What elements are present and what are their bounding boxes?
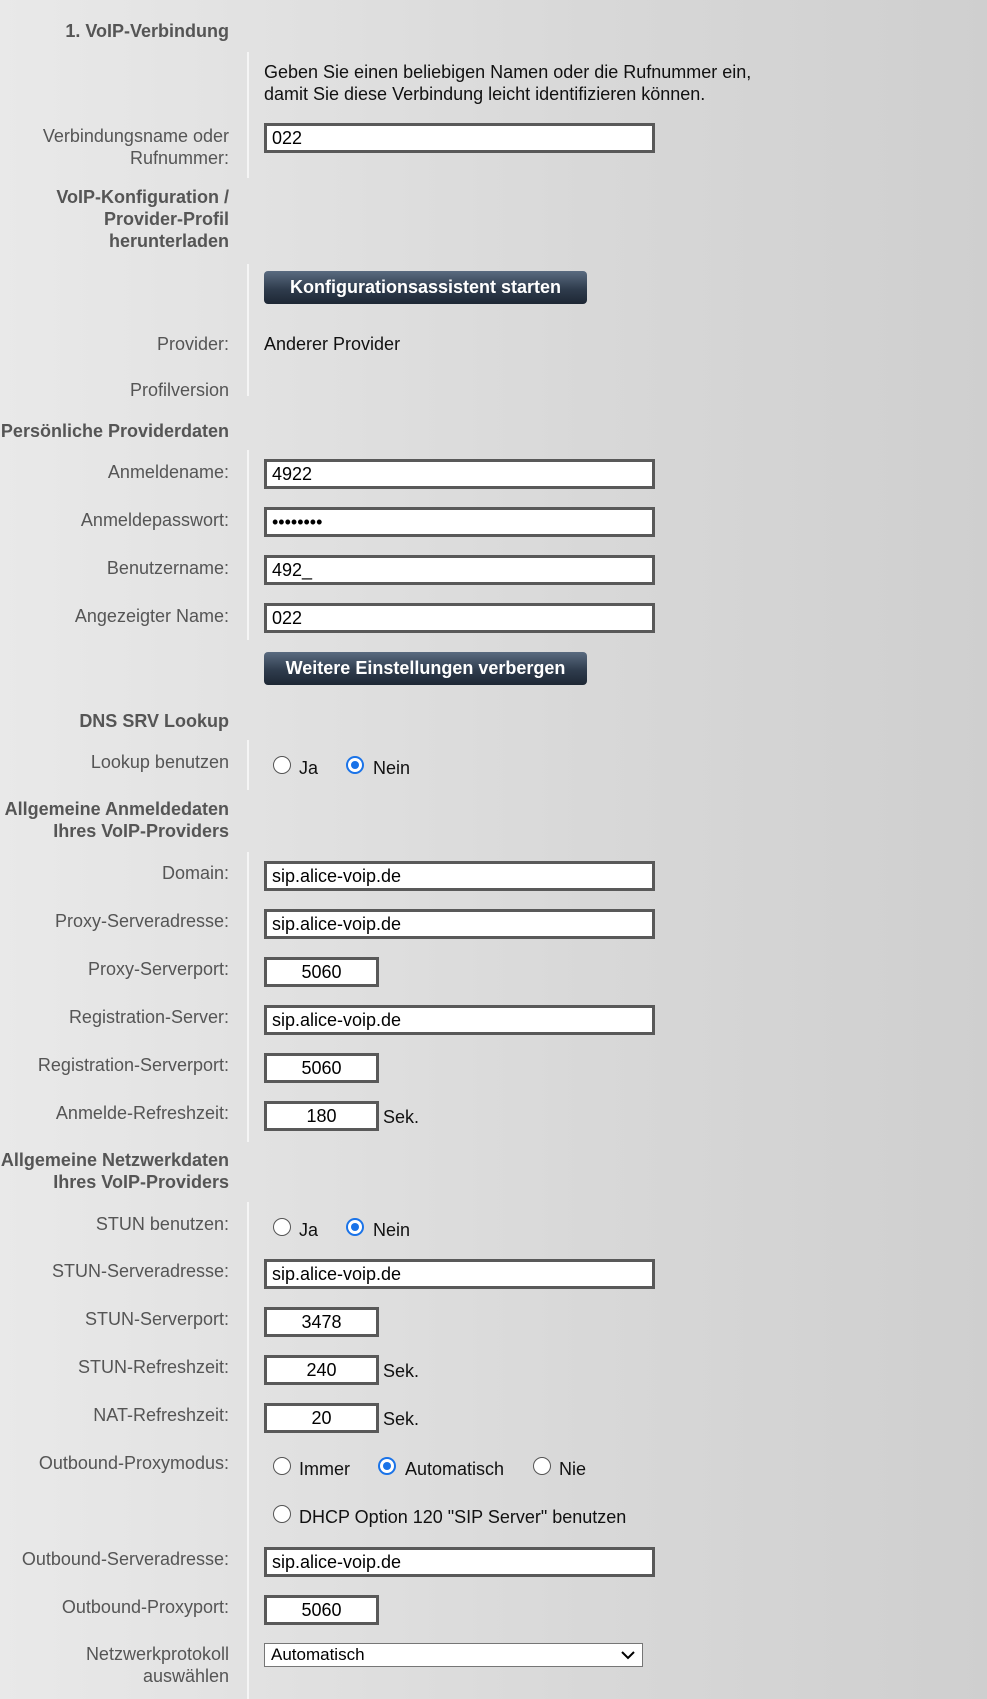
separator-line [247, 450, 249, 640]
username-input[interactable]: 492_ [264, 555, 655, 585]
separator-line [247, 264, 249, 396]
config-wizard-button[interactable]: Konfigurationsassistent starten [264, 271, 587, 304]
section-title-general-network [1, 1149, 229, 1193]
refresh-unit: Sek. [383, 1107, 420, 1127]
outbound-address-label: Outbound-Serveradresse: [21, 1549, 229, 1569]
registrar-port-label: Registration-Serverport: [37, 1055, 229, 1075]
separator-line [247, 52, 249, 178]
nat-refresh-label: NAT-Refreshzeit: [93, 1405, 229, 1425]
display-name-label: Angezeigter Name: [74, 606, 229, 626]
section-title-general-login [5, 798, 229, 842]
domain-input[interactable]: sip.alice-voip.de [264, 861, 655, 891]
outbound-mode-label: Outbound-Proxymodus: [38, 1453, 229, 1473]
domain-label: Domain: [161, 863, 229, 883]
section-line: Ihres VoIP-Providers [53, 1172, 229, 1192]
login-password-input[interactable]: •••••••• [264, 507, 655, 537]
outbound-port-label: Outbound-Proxyport: [61, 1597, 229, 1617]
section-line: Allgemeine Anmeldedaten [4, 799, 229, 819]
separator-line [247, 1202, 249, 1699]
proxy-port-input[interactable]: 5060 [264, 957, 379, 987]
section-line: VoIP-Konfiguration / [56, 187, 229, 207]
intro-text [264, 61, 751, 105]
proxy-address-input[interactable]: sip.alice-voip.de [264, 909, 655, 939]
section-title-config-profile [56, 186, 229, 252]
dhcp-option-label: DHCP Option 120 "SIP Server" benutzen [299, 1507, 627, 1527]
protocol-select[interactable] [264, 1643, 643, 1667]
lookup-no-radio[interactable] [346, 756, 364, 774]
nat-refresh-unit: Sek. [383, 1409, 420, 1429]
refresh-label: Anmelde-Refreshzeit: [55, 1103, 229, 1123]
outbound-always-label: Immer [299, 1459, 350, 1479]
outbound-auto-radio[interactable] [378, 1457, 396, 1475]
section-title-dns-srv: DNS SRV Lookup [79, 711, 229, 731]
label-line: Rufnummer: [129, 148, 229, 168]
label-line: auswählen [142, 1666, 229, 1686]
chevron-down-icon [620, 1645, 636, 1671]
lookup-label: Lookup benutzen [90, 752, 229, 772]
provider-value: Anderer Provider [264, 334, 401, 354]
label-line: Netzwerkprotokoll [85, 1644, 229, 1664]
stun-address-label: STUN-Serveradresse: [51, 1261, 229, 1281]
outbound-never-radio[interactable] [533, 1457, 551, 1475]
outbound-always-radio[interactable] [273, 1457, 291, 1475]
redaction-mask [312, 558, 352, 564]
section-title-personal-data: Persönliche Providerdaten [0, 421, 229, 441]
stun-refresh-unit: Sek. [383, 1361, 420, 1381]
provider-label: Provider: [156, 334, 229, 354]
stun-port-label: STUN-Serverport: [84, 1309, 229, 1329]
stun-port-input[interactable]: 3478 [264, 1307, 379, 1337]
dhcp-option-radio[interactable] [273, 1505, 291, 1523]
protocol-label [86, 1643, 229, 1687]
username-label: Benutzername: [106, 558, 229, 578]
section-line: Allgemeine Netzwerkdaten [0, 1150, 229, 1170]
lookup-yes-label: Ja [299, 758, 319, 778]
stun-address-input[interactable]: sip.alice-voip.de [264, 1259, 655, 1289]
stun-no-label: Nein [373, 1220, 411, 1240]
section-line: Provider-Profil [103, 209, 229, 229]
stun-refresh-label: STUN-Refreshzeit: [77, 1357, 229, 1377]
outbound-address-input[interactable]: sip.alice-voip.de [264, 1547, 655, 1577]
refresh-input[interactable]: 180 [264, 1101, 379, 1131]
hide-settings-button[interactable]: Weitere Einstellungen verbergen [264, 652, 587, 685]
outbound-port-input[interactable]: 5060 [264, 1595, 379, 1625]
separator-line [247, 740, 249, 790]
profile-version-label: Profilversion [129, 380, 229, 400]
proxy-address-label: Proxy-Serveradresse: [54, 911, 229, 931]
proxy-port-label: Proxy-Serverport: [87, 959, 229, 979]
lookup-no-label: Nein [373, 758, 411, 778]
intro-line: Geben Sie einen beliebigen Namen oder die Rufnummer ein, [264, 62, 752, 82]
section-line: herunterladen [108, 231, 229, 251]
login-name-input[interactable]: 4922 [264, 459, 655, 489]
connection-name-label [43, 125, 229, 169]
stun-refresh-input[interactable]: 240 [264, 1355, 379, 1385]
registrar-input[interactable]: sip.alice-voip.de [264, 1005, 655, 1035]
registrar-label: Registration-Server: [68, 1007, 229, 1027]
stun-yes-radio[interactable] [273, 1218, 291, 1236]
login-name-label: Anmeldename: [107, 462, 229, 482]
stun-use-label: STUN benutzen: [95, 1214, 229, 1234]
stun-yes-label: Ja [299, 1220, 319, 1240]
label-line: Verbindungsname oder [42, 126, 229, 146]
outbound-never-label: Nie [559, 1459, 587, 1479]
stun-no-radio[interactable] [346, 1218, 364, 1236]
connection-name-input[interactable]: 022 [264, 123, 655, 153]
section-line: Ihres VoIP-Providers [53, 821, 229, 841]
section-title-voip-connection: 1. VoIP-Verbindung [65, 21, 229, 41]
registrar-port-input[interactable]: 5060 [264, 1053, 379, 1083]
protocol-select-value: Automatisch [271, 1645, 365, 1664]
outbound-auto-label: Automatisch [405, 1459, 505, 1479]
nat-refresh-input[interactable]: 20 [264, 1403, 379, 1433]
separator-line [247, 852, 249, 1142]
lookup-yes-radio[interactable] [273, 756, 291, 774]
intro-line: damit Sie diese Verbindung leicht identifizieren können. [264, 84, 706, 104]
login-password-label: Anmeldepasswort: [80, 510, 229, 530]
display-name-input[interactable]: 022 [264, 603, 655, 633]
